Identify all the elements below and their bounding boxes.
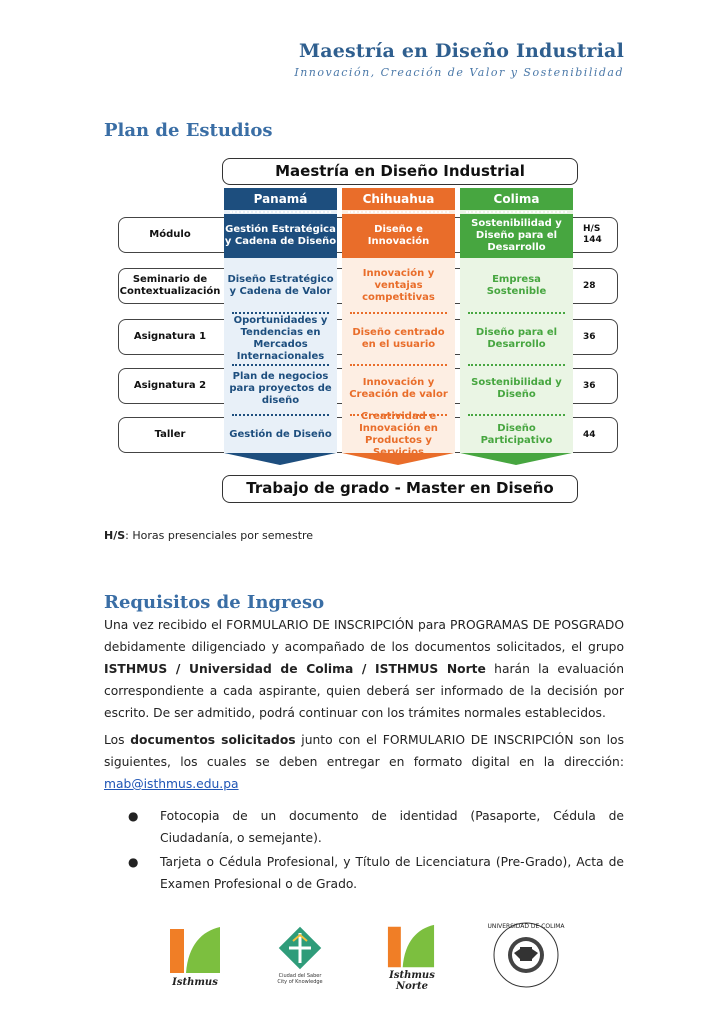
cell-modulo-colima: Sostenibilidad y Diseño para el Desarrollo: [460, 214, 573, 258]
requisitos-paragraph-1: [104, 614, 624, 724]
diagram-bottom-title: Trabajo de grado - Master en Diseño: [222, 475, 578, 503]
norte-caption-line1: Isthmus: [389, 970, 435, 981]
arrow-down-panama: [224, 453, 336, 465]
separator: [466, 211, 567, 213]
logos-row: [0, 915, 728, 1015]
curriculum-diagram: [118, 158, 618, 503]
list-item: [104, 851, 624, 895]
cell-asignatura2-colima: Sostenibilidad y Diseño: [471, 377, 562, 400]
norte-caption-line2: Norte: [395, 981, 429, 992]
isthmus-logo-caption: Isthmus: [172, 977, 218, 988]
cell-modulo-chihuahua: Diseño e Innovación: [342, 214, 455, 258]
separator: [230, 211, 331, 213]
document-header: [294, 40, 624, 79]
ciudad-caption-line1: Ciudad del Saber: [278, 973, 322, 979]
hours-modulo: H/S 144: [583, 224, 602, 245]
requisitos-heading: Requisitos de Ingreso: [104, 592, 325, 613]
cell-taller-colima: Diseño Participativo: [480, 422, 553, 446]
p2-text-a: Los: [104, 733, 131, 747]
row-label-modulo: Módulo: [149, 229, 191, 240]
column-header-panama: Panamá: [224, 188, 337, 210]
p1-bold: ISTHMUS / Universidad de Colima / ISTHMUS Norte: [104, 662, 486, 676]
bullet-icon: ●: [128, 809, 139, 823]
note-text: : Horas presenciales por semestre: [125, 529, 314, 542]
column-chihuahua: [342, 188, 455, 458]
p2-bold: documentos solicitados: [130, 733, 296, 747]
separator: [232, 312, 329, 314]
row-label-asignatura-1: Asignatura 1: [133, 331, 207, 342]
ciudad-del-saber-caption: [268, 973, 332, 985]
p2-text-b: junto con el FORMULARIO DE INSCRIPCIÓN son los siguientes, los cuales se deben entregar en formato digital en la dirección:: [104, 733, 624, 769]
separator: [348, 211, 449, 213]
list-item-text: Fotocopia de un documento de identidad (Pasaporte, Cédula de Ciudadanía, o semejante).: [160, 809, 624, 845]
cell-asignatura1-panama: Oportunidades y Tendencias en Mercados Internacionales: [233, 315, 328, 362]
cell-modulo-panama: Gestión Estratégica y Cadena de Diseño: [224, 214, 337, 258]
hours-seminario: 28: [583, 280, 596, 291]
document-subtitle: Innovación, Creación de Valor y Sostenibilidad: [294, 66, 624, 79]
list-item: [104, 805, 624, 849]
column-panama: [224, 188, 337, 453]
arrow-down-colima: [460, 453, 572, 465]
arrow-down-chihuahua: [342, 453, 454, 465]
document-title: Maestría en Diseño Industrial: [299, 40, 624, 62]
isthmus-norte-logo-icon: [386, 923, 436, 971]
cell-seminario-colima: Empresa Sostenible: [486, 274, 547, 297]
universidad-de-colima-seal-icon: [487, 919, 565, 991]
separator: [350, 312, 447, 314]
cell-asignatura2-panama: Plan de negocios para proyectos de diseño: [229, 371, 332, 406]
documents-list: [104, 805, 624, 897]
isthmus-logo-icon: [168, 925, 222, 977]
cell-asignatura1-colima: Diseño para el Desarrollo: [475, 327, 558, 350]
hours-taller: 44: [583, 429, 596, 440]
list-item-text: Tarjeta o Cédula Profesional, y Título de Licenciatura (Pre-Grado), Acta de Examen Profesional o de Grado.: [160, 855, 624, 891]
email-link[interactable]: mab@isthmus.edu.pa: [104, 777, 239, 791]
cell-seminario-panama: Diseño Estratégico y Cadena de Valor: [227, 274, 334, 297]
row-label-seminario: Seminario de Contextualización: [119, 274, 221, 297]
cell-taller-panama: Gestión de Diseño: [229, 428, 332, 440]
requisitos-paragraph-2: [104, 729, 624, 795]
bullet-icon: ●: [128, 855, 139, 869]
p1-text-a: Una vez recibido el FORMULARIO DE INSCRIPCIÓN para PROGRAMAS DE POSGRADO debidamente diligenciado y acompañado de los documentos solicitados, el grupo: [104, 618, 624, 654]
separator: [468, 312, 565, 314]
row-label-asignatura-2: Asignatura 2: [133, 380, 207, 391]
p1-text-b: harán la evaluación correspondiente a cada aspirante, quien deberá ser informado de la decisión por escrito. De ser admitido, podrá continuar con los trámites normales establecidos.: [104, 662, 624, 720]
cell-taller-chihuahua: Creatividad e Innovación en Productos y Servicios: [359, 410, 438, 458]
note-key: H/S: [104, 529, 126, 542]
seal-text: UNIVERSIDAD DE COLIMA: [487, 923, 565, 930]
cell-seminario-chihuahua: Innovación y ventajas competitivas: [362, 268, 435, 303]
ciudad-caption-line2: City of Knowledge: [277, 979, 323, 985]
cell-asignatura1-chihuahua: Diseño centrado en el usuario: [352, 327, 445, 350]
cell-asignatura2-chihuahua: Innovación y Creación de valor: [349, 377, 448, 400]
isthmus-norte-caption: [378, 970, 446, 992]
hours-note: [104, 529, 313, 542]
ciudad-del-saber-logo-icon: [277, 925, 323, 971]
plan-heading: Plan de Estudios: [104, 120, 273, 141]
hours-asignatura-2: 36: [583, 380, 596, 391]
diagram-top-title: Maestría en Diseño Industrial: [222, 158, 578, 185]
column-colima: [460, 188, 573, 453]
hours-asignatura-1: 36: [583, 331, 596, 342]
column-header-chihuahua: Chihuahua: [342, 188, 455, 210]
column-header-colima: Colima: [460, 188, 573, 210]
row-label-taller: Taller: [154, 429, 186, 440]
